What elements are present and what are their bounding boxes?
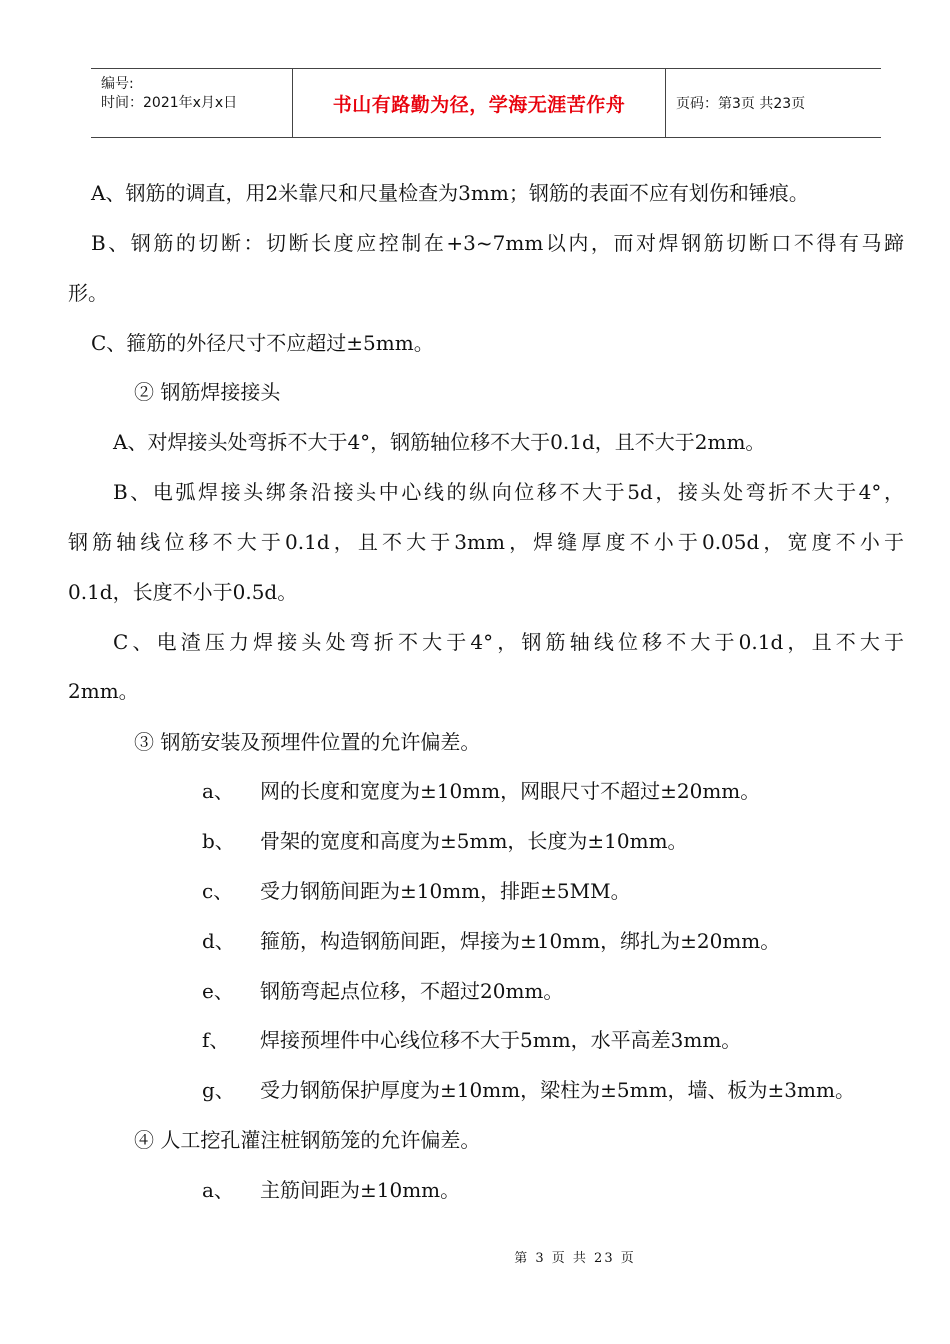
list-text: 骨架的宽度和高度为±5mm，长度为±10mm。 xyxy=(260,829,688,853)
list-marker: a、 xyxy=(202,779,234,803)
header-page-cell xyxy=(666,69,881,137)
document-number-label: 编号: xyxy=(101,76,134,92)
list-text: 网的长度和宽度为±10mm，网眼尺寸不超过±20mm。 xyxy=(260,779,761,803)
list-marker: g、 xyxy=(202,1078,235,1102)
list-text: 主筋间距为±10mm。 xyxy=(260,1178,461,1202)
list-marker: a、 xyxy=(202,1178,234,1202)
header-page-label: 页码：第3页 共23页 xyxy=(676,96,806,112)
paragraph-weld-b-line2: 钢筋轴线位移不大于0.1d，且不大于3mm，焊缝厚度不小于0.05d，宽度不小于 xyxy=(68,530,904,554)
list-item xyxy=(202,1078,855,1102)
list-item xyxy=(202,929,780,953)
list-marker: b、 xyxy=(202,829,235,853)
paragraph-b-line1: B、钢筋的切断：切断长度应控制在+3~7mm以内，而对焊钢筋切断口不得有马蹄 xyxy=(91,231,904,255)
paragraph-b-line2: 形。 xyxy=(68,281,108,305)
paragraph-weld-b-line3: 0.1d，长度不小于0.5d。 xyxy=(68,580,298,604)
list-text: 焊接预埋件中心线位移不大于5mm，水平高差3mm。 xyxy=(260,1028,742,1052)
list-text: 受力钢筋间距为±10mm，排距±5MM。 xyxy=(260,879,631,903)
paragraph-weld-a: A、对焊接头处弯拆不大于4°，钢筋轴位移不大于0.1d，且不大于2mm。 xyxy=(113,430,766,454)
paragraph-a: A、钢筋的调直，用2米靠尺和尺量检查为3mm；钢筋的表面不应有划伤和锤痕。 xyxy=(91,181,809,205)
header-motto-cell xyxy=(293,69,666,137)
list-item xyxy=(202,779,760,803)
section-heading-installation: ③ 钢筋安装及预埋件位置的允许偏差。 xyxy=(134,730,481,754)
header-info-cell xyxy=(91,69,293,137)
list-marker: c、 xyxy=(202,879,234,903)
list-marker: d、 xyxy=(202,929,235,953)
list-text: 钢筋弯起点位移，不超过20mm。 xyxy=(260,979,564,1003)
footer-page-number: 第 3 页 共 23 页 xyxy=(514,1251,636,1266)
list-marker: e、 xyxy=(202,979,234,1003)
list-marker: f、 xyxy=(202,1028,230,1052)
section-heading-pile-cage: ④ 人工挖孔灌注桩钢筋笼的允许偏差。 xyxy=(134,1128,481,1152)
list-text: 箍筋，构造钢筋间距，焊接为±10mm，绑扎为±20mm。 xyxy=(260,929,781,953)
section-heading-welding: ② 钢筋焊接接头 xyxy=(134,380,281,404)
page-footer xyxy=(0,1247,950,1266)
list-text: 受力钢筋保护厚度为±10mm，梁柱为±5mm，墙、板为±3mm。 xyxy=(260,1078,855,1102)
paragraph-c: C、箍筋的外径尺寸不应超过±5mm。 xyxy=(91,331,434,355)
header-motto: 书山有路勤为径，学海无涯苦作舟 xyxy=(332,93,626,116)
document-time-label: 时间：2021年x月x日 xyxy=(101,95,238,111)
list-item xyxy=(202,829,688,853)
paragraph-weld-c-line1: C、电渣压力焊接头处弯折不大于4°，钢筋轴线位移不大于0.1d，且不大于 xyxy=(113,630,904,654)
list-item xyxy=(202,879,631,903)
paragraph-weld-c-line2: 2mm。 xyxy=(68,679,139,703)
list-item xyxy=(202,1178,460,1202)
paragraph-weld-b-line1: B、电弧焊接头绑条沿接头中心线的纵向位移不大于5d，接头处弯折不大于4°， xyxy=(113,480,904,504)
list-item xyxy=(202,1028,741,1052)
page-header xyxy=(91,68,881,138)
list-item xyxy=(202,979,563,1003)
